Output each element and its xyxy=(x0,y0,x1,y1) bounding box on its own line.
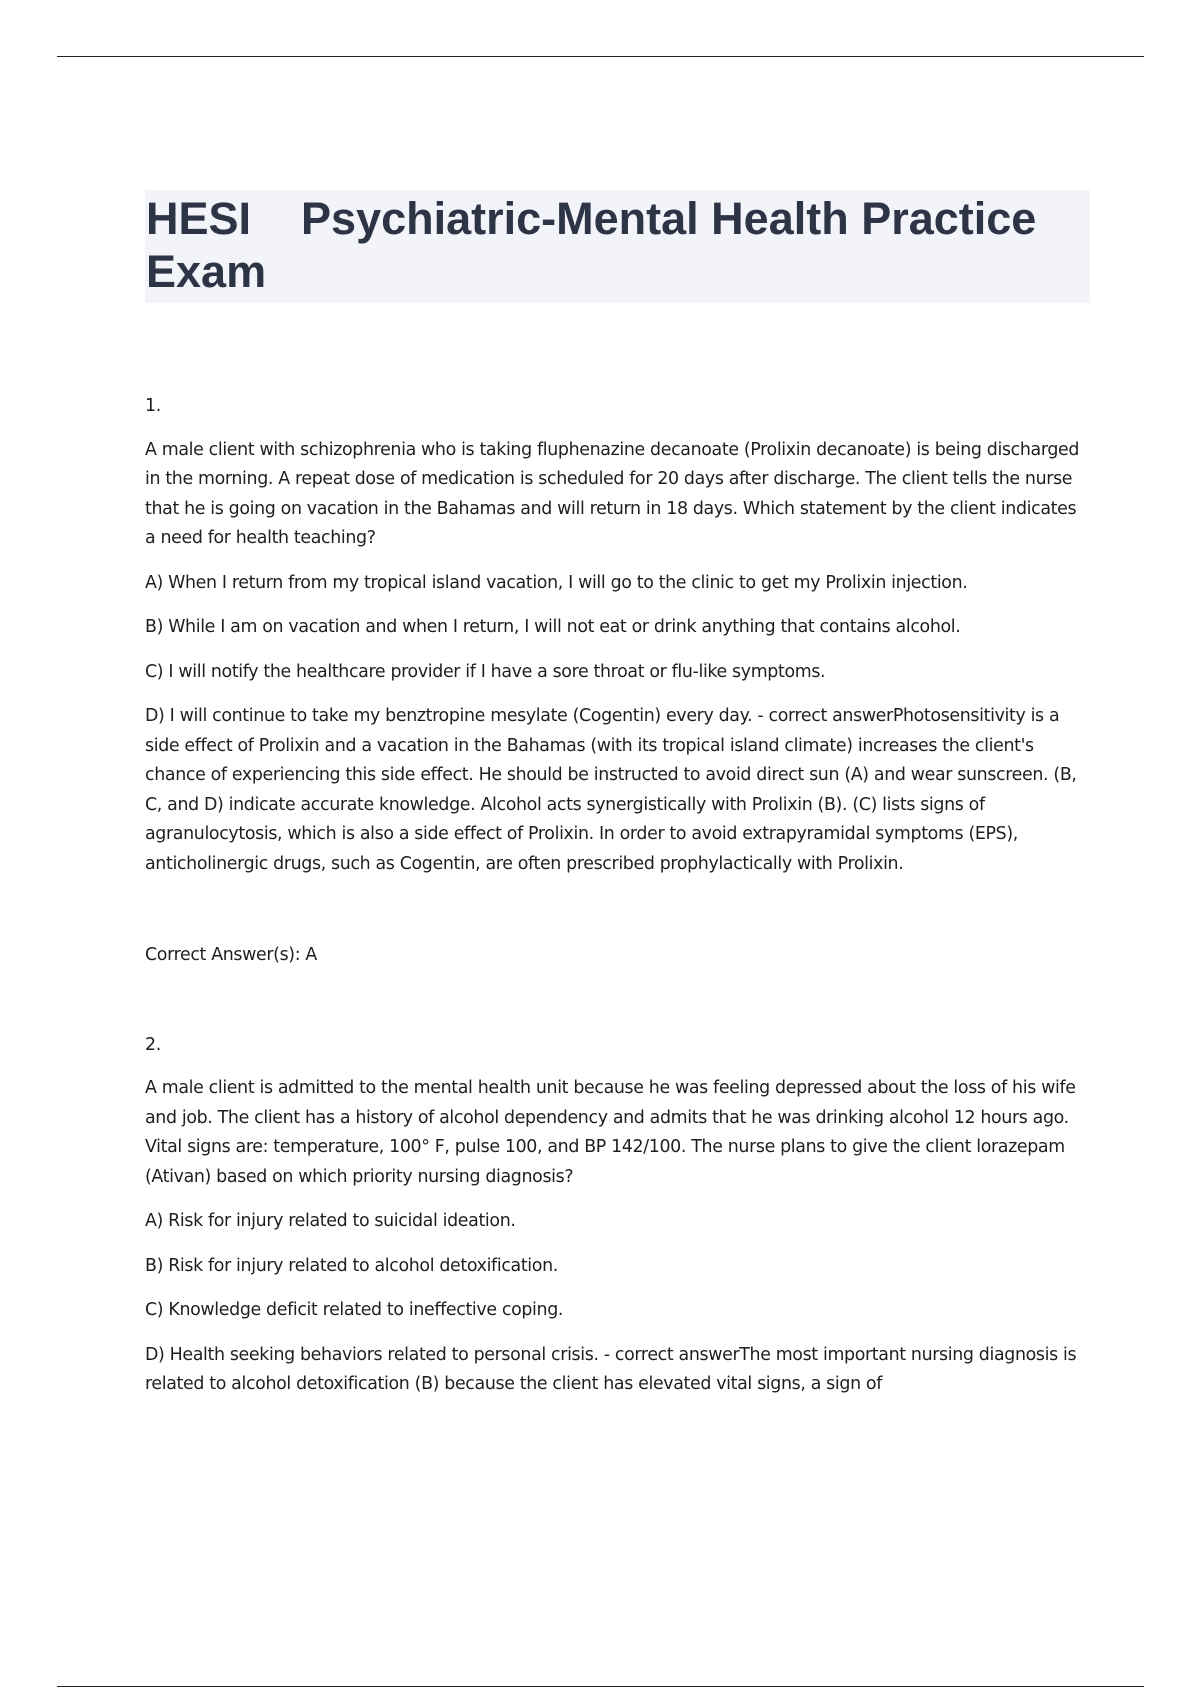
question-1 xyxy=(145,392,1095,971)
option-d-with-rationale: D) I will continue to take my benztropine mesylate (Cogentin) every day. - correct answerPhotosensitivity is a side effect of Prolixin and a vacation in the Bahamas (with its tropical island climate) increases the client's chance of experiencing this side effect. He should be instructed to avoid direct sun (A) and wear sunscreen. (B, C, and D) indicate accurate knowledge. Alcohol acts synergistically with Prolixin (B). (C) lists signs of agranulocytosis, which is also a side effect of Prolixin. In order to avoid extrapyramidal symptoms (EPS), anticholinergic drugs, such as Cogentin, are often prescribed prophylactically with Prolixin. xyxy=(145,706,1077,874)
header-rule xyxy=(57,56,1144,57)
question-number: 2. xyxy=(145,1034,161,1055)
document-title: HESI Psychiatric-Mental Health Practice Exam xyxy=(146,193,1049,297)
option-c: C) Knowledge deficit related to ineffective coping. xyxy=(145,1300,564,1320)
question-number: 1. xyxy=(145,396,161,416)
option-b: B) Risk for injury related to alcohol detoxification. xyxy=(145,1255,558,1276)
option-b: B) While I am on vacation and when I return, I will not eat or drink anything that contains alcohol. xyxy=(145,617,961,637)
option-a: A) When I return from my tropical island vacation, I will go to the clinic to get my Prolixin injection. xyxy=(145,572,968,593)
option-c: C) I will notify the healthcare provider if I have a sore throat or flu-like symptoms. xyxy=(145,661,826,682)
question-2 xyxy=(145,1031,1095,1400)
question-stem: A male client is admitted to the mental health unit because he was feeling depressed about the loss of his wife and job. The client has a history of alcohol dependency and admits that he was drinking alcohol 12 hours ago. Vital signs are: temperature, 100° F, pulse 100, and BP 142/100. The nurse plans to give the client lorazepam (Ativan) based on which priority nursing diagnosis? xyxy=(145,1078,1076,1187)
footer-rule xyxy=(57,1686,1144,1687)
option-a: A) Risk for injury related to suicidal ideation. xyxy=(145,1211,516,1231)
correct-answer: Correct Answer(s): A xyxy=(145,945,317,965)
question-stem: A male client with schizophrenia who is taking fluphenazine decanoate (Prolixin decanoate) is being discharged in the morning. A repeat dose of medication is scheduled for 20 days after discharge. The client tells the nurse that he is going on vacation in the Bahamas and will return in 18 days. Which statement by the client indicates a need for health teaching? xyxy=(145,439,1080,548)
exam-content xyxy=(145,392,1095,1415)
option-d-with-rationale: D) Health seeking behaviors related to personal crisis. - correct answerThe most important nursing diagnosis is related to alcohol detoxification (B) because the client has elevated vital signs, a sign of xyxy=(145,1344,1077,1394)
